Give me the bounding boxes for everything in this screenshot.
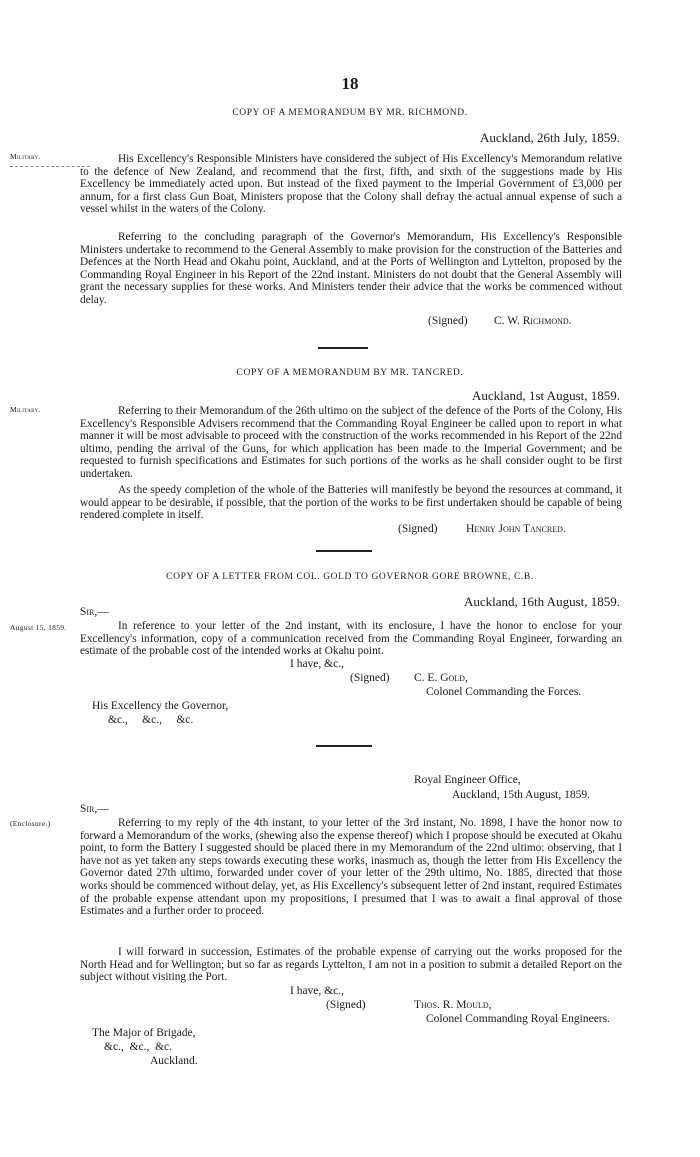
mould-addressee: The Major of Brigade, [92,1027,196,1039]
mould-date: Auckland, 15th August, 1859. [452,789,590,801]
mould-margin-note: (Enclosure.) [10,819,51,828]
gold-paragraph-1: In reference to your letter of the 2nd instant, with its enclosure, I have the honor to enclose for your Excellency's information, copy of a communication received from the Commanding Royal Engineer, forwarding an estimate of the probable cost of the intended works at Okahu point. [80,620,622,658]
gold-closing: I have, &c., [290,658,344,670]
tancred-margin-note: Military. [10,405,41,414]
page-number: 18 [341,74,359,93]
richmond-heading: COPY OF A MEMORANDUM BY MR. RICHMOND. [232,108,468,118]
gold-signed-label: (Signed) [350,672,390,684]
tancred-heading: COPY OF A MEMORANDUM BY MR. TANCRED. [236,368,464,378]
richmond-paragraph-2: Referring to the concluding paragraph of the Governor's Memorandum, His Excellency's Responsible Ministers undertake to recommend to the General Assembly to make provision for the construction of the Batteries and Defences at the North Head and Okahu point, Auckland, and at the Ports of Wellington and Lyttelton, proposed by the Commanding Royal Engineer in his Report of the 22nd instant. Ministers do not doubt that the General Assembly will grant the necessary supplies for these works. And Ministers tender their advice that the works be commenced without delay. [80,231,622,306]
richmond-signer: C. W. Richmond. [494,315,572,327]
mould-office: Royal Engineer Office, [414,774,521,786]
tancred-paragraph-2: As the speedy completion of the whole of the Batteries will manifestly be beyond the resources at command, it would appear to be desirable, if possible, that the portion of the works to be first undertaken should be capable of being rendered complete in itself. [80,484,622,522]
mould-paragraph-2: I will forward in succession, Estimates of the probable expense of carrying out the works proposed for the North Head and for Wellington; but so far as regards Lyttelton, I am not in a position to submit a detailed Report on the subject without visiting the Port. [80,946,622,984]
tancred-paragraph-1: Referring to their Memorandum of the 26th ultimo on the subject of the defence of the Ports of the Colony, His Excellency's Responsible Advisers recommend that the Commanding Royal Engineer be called upon to report in what manner it will be most advisable to proceed with the construction of the works recommended in his Report of the 22nd ultimo, pending the arrival of the Guns, for which application has been made to the Imperial Government; and be requested to furnish specifications and Estimates for such portions of the works as he shall consider ought to be first undertaken. [80,405,622,480]
mould-closing: I have, &c., [290,985,344,997]
mould-signer: Thos. R. Mould, [414,999,492,1011]
gold-salutation: Sir,— [80,606,109,618]
gold-heading: COPY OF A LETTER FROM COL. GOLD TO GOVERNOR GORE BROWNE, C.B. [166,572,534,582]
gold-signer-title: Colonel Commanding the Forces. [426,686,582,698]
richmond-signed-label: (Signed) [428,315,468,327]
mould-signer-title: Colonel Commanding Royal Engineers. [426,1013,610,1025]
section-divider [318,347,368,349]
mould-signed-label: (Signed) [326,999,366,1011]
gold-addressee-etc: &c., &c., &c. [108,714,194,726]
mould-addressee-etc: &c., &c., &c. [104,1041,173,1053]
tancred-signed-label: (Signed) [398,523,438,535]
margin-divider [10,166,90,167]
gold-addressee: His Excellency the Governor, [92,700,229,712]
richmond-margin-note: Military. [10,152,41,161]
richmond-date: Auckland, 26th July, 1859. [480,130,620,145]
section-divider [316,745,372,747]
gold-date: Auckland, 16th August, 1859. [464,594,620,609]
mould-salutation: Sir,— [80,803,109,815]
mould-addressee-place: Auckland. [150,1055,198,1067]
section-divider [316,550,372,552]
gold-signer: C. E. Gold, [414,672,468,684]
gold-margin-note: August 15, 1859. [10,623,67,632]
richmond-paragraph-1: His Excellency's Responsible Ministers have considered the subject of His Excellency's Memorandum relative to the defence of New Zealand, and recommend that the first, fifth, and sixth of the suggestions made by His Excellency be immediately acted upon. But instead of the fixed payment to the Imperial Government of £3,000 per annum, for a first class Gun Boat, Ministers propose that the Colony shall defray the actual annual expense of such a vessel whilst in the waters of the Colony. [80,153,622,216]
mould-paragraph-1: Referring to my reply of the 4th instant, to your letter of the 3rd instant, No. 1898, I have the honor now to forward a Memorandum of the works, (shewing also the expense thereof) which I propose should be executed at Okahu point, to form the Battery I suggested should be placed there in my Memorandum of the 22nd ultimo: observing, that I have not as yet taken any steps towards executing these works, inasmuch as, though the letter from His Excellency the Governor dated 27th ultimo, forwarded under cover of your letter of the 29th ultimo, No. 1885, directed that those works should be commenced without delay, yet, as His Excellency's subsequent letter of 2nd instant, required Estimates of the probable expense attendant upon my propositions, I presumed that I was to await a final approval of those Estimates and a further order to proceed. [80,817,622,918]
tancred-signer: Henry John Tancred. [466,523,566,535]
tancred-date: Auckland, 1st August, 1859. [471,388,620,403]
